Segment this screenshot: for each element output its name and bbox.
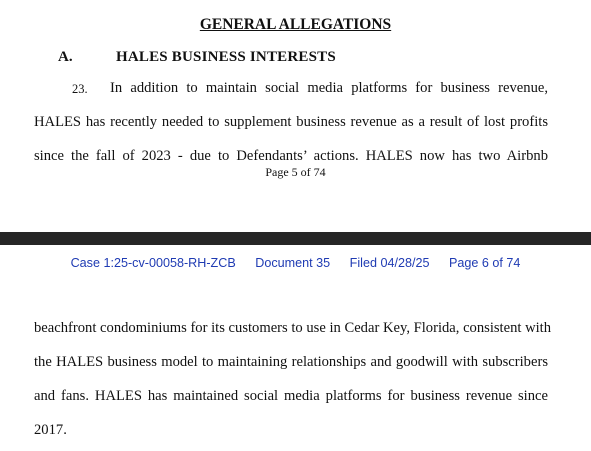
paragraph-line: the HALES business model to maintaining relationships and goodwill with subscribers bbox=[34, 354, 548, 370]
paragraph-line: beachfront condominiums for its customers to use in Cedar Key, Florida, consistent with bbox=[34, 320, 552, 336]
ecf-filing-header bbox=[0, 256, 591, 270]
page-indicator: Page 6 of 74 bbox=[448, 256, 521, 270]
paragraph-line: HALES has recently needed to supplement business revenue as a result of lost profits bbox=[34, 114, 548, 130]
filed-date: Filed 04/28/25 bbox=[349, 256, 430, 270]
subsection-title: HALES BUSINESS INTERESTS bbox=[116, 49, 336, 65]
subsection-letter: A. bbox=[58, 49, 73, 65]
page-number-footer: Page 5 of 74 bbox=[265, 165, 326, 179]
paragraph-line: 2017. bbox=[34, 422, 67, 438]
paragraph-line: and fans. HALES has maintained social media platforms for business revenue since bbox=[34, 388, 548, 404]
paragraph-line: In addition to maintain social media platforms for business revenue, bbox=[110, 80, 548, 96]
page-break-divider bbox=[0, 232, 591, 245]
case-number: Case 1:25-cv-00058-RH-ZCB bbox=[70, 256, 236, 270]
section-heading: GENERAL ALLEGATIONS bbox=[199, 16, 392, 33]
paragraph-line: since the fall of 2023 - due to Defendants’ actions. HALES now has two Airbnb bbox=[34, 148, 548, 164]
paragraph-number: 23. bbox=[72, 82, 88, 96]
document-number: Document 35 bbox=[255, 256, 331, 270]
clipped-previous-line bbox=[0, 0, 591, 6]
